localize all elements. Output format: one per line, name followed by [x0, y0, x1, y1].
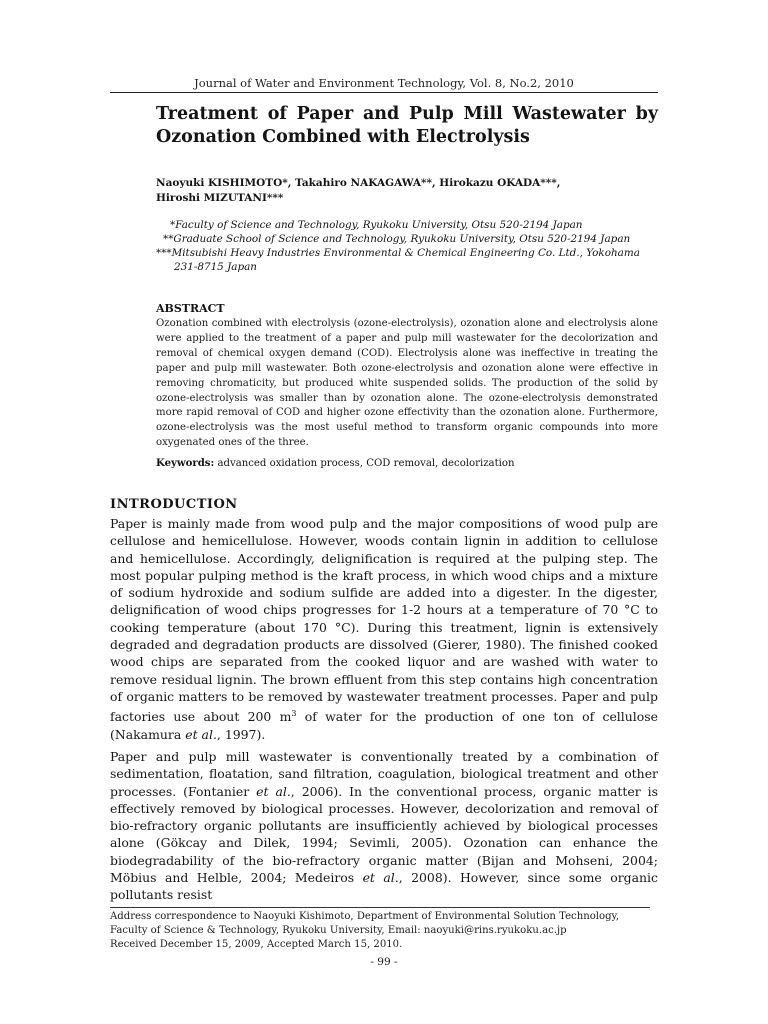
keywords-text: advanced oxidation process, COD removal, decolorization — [214, 458, 515, 469]
header-rule — [110, 92, 658, 93]
paragraph-text: , 2008). However, since some organic pollutants resist — [110, 870, 658, 903]
section-heading: INTRODUCTION — [110, 497, 238, 512]
footnote-line: Received December 15, 2009, Accepted March 15, 2010. — [110, 939, 403, 950]
affiliation: *Faculty of Science and Technology, Ryukoku University, Otsu 520-2194 Japan — [170, 219, 583, 231]
paragraph-text: Paper and pulp mill wastewater is conventionally treated by a combination of sedimentation, floatation, sand filtration, coagulation, biological treatment and other processes. (Fontanier — [110, 749, 658, 799]
abstract-heading: ABSTRACT — [156, 302, 225, 315]
running-head: Journal of Water and Environment Technology, Vol. 8, No.2, 2010 — [194, 76, 574, 90]
paragraph-text: , 1997). — [216, 726, 266, 742]
citation-etal: et al. — [362, 870, 399, 886]
footnote-line: Address correspondence to Naoyuki Kishimoto, Department of Environmental Solution Technology, — [110, 911, 620, 922]
citation-etal: et al. — [185, 726, 217, 742]
citation-etal: et al. — [256, 783, 291, 799]
author-line: Naoyuki KISHIMOTO*, Takahiro NAKAGAWA**, Hirokazu OKADA***, — [156, 177, 561, 189]
author-list — [156, 176, 656, 206]
affiliation: 231-8715 Japan — [174, 261, 257, 273]
paragraph — [110, 748, 658, 904]
footnote-rule — [110, 907, 650, 908]
paragraph-text: Paper is mainly made from wood pulp and the major compositions of wood pulp are cellulose and hemicellulose. However, woods contain lignin in addition to cellulose and hemicellulose. Accordingly, delignification is required at the pulping step. The most popular pulping method is the kraft process, in which wood chips and a mixture of sodium hydroxide and sodium sulfide are added into a digester. In the digester, delignification of wood chips progresses for 1-2 hours at a temperature of 70 °C to cooking temperature (about 170 °C). During this treatment, lignin is extensively degraded and degradation products are dissolved (Gierer, 1980). The finished cooked wood chips are separated from the cooked liquor and are washed with water to remove residual lignin. The brown effluent from this step contains high concentration of organic matters to be removed by wastewater treatment processes. Paper and pulp factories use about 200 m — [110, 516, 658, 725]
footnote — [110, 910, 658, 952]
keywords — [156, 457, 658, 469]
keywords-label: Keywords: — [156, 457, 215, 469]
paragraph — [110, 515, 658, 743]
abstract-text: Ozonation combined with electrolysis (ozone-electrolysis), ozonation alone and electrolysis alone were applied to the treatment of a paper and pulp mill wastewater for the decolorization and removal of chemical oxygen demand (COD). Electrolysis alone was ineffective in treating the paper and pulp mill wastewater. Both ozone-electrolysis and ozonation alone were effective in removing chromaticity, but produced white suspended solids. The production of the solid by ozone-electrolysis was smaller than by ozonation alone. The ozone-electrolysis demonstrated more rapid removal of COD and higher ozone effectivity than the ozonation alone. Furthermore, ozone-electrolysis was the most useful method to transform organic compounds into more oxygenated ones of the three. — [156, 318, 658, 449]
page-number: - 99 - — [370, 956, 398, 968]
author-line: Hiroshi MIZUTANI*** — [156, 192, 284, 204]
paragraph-text: , 2006). In the conventional process, organic matter is effectively removed by biological processes. However, decolorization and removal of bio-refractory organic pollutants are insufficiently achieved by biological processes alone (Gökcay and Dilek, 1994; Sevimli, 2005). Ozonation can enhance the biodegradability of the bio-refractory organic matter (Bijan and Mohseni, 2004; Möbius and Helble, 2004; Medeiros — [110, 783, 658, 886]
affiliation: ***Mitsubishi Heavy Industries Environmental & Chemical Engineering Co. Ltd., Yokohama — [156, 247, 640, 259]
paper-title: Treatment of Paper and Pulp Mill Wastewater by Ozonation Combined with Electrolysis — [156, 104, 658, 147]
paragraph-text: of water for the production of one ton of cellulose (Nakamura — [110, 709, 658, 742]
superscript: 3 — [291, 709, 297, 719]
affiliation: **Graduate School of Science and Technology, Ryukoku University, Otsu 520-2194 Japan — [163, 233, 631, 245]
footnote-line: Faculty of Science & Technology, Ryukoku University, Email: naoyuki@rins.ryukoku.ac.jp — [110, 925, 567, 936]
